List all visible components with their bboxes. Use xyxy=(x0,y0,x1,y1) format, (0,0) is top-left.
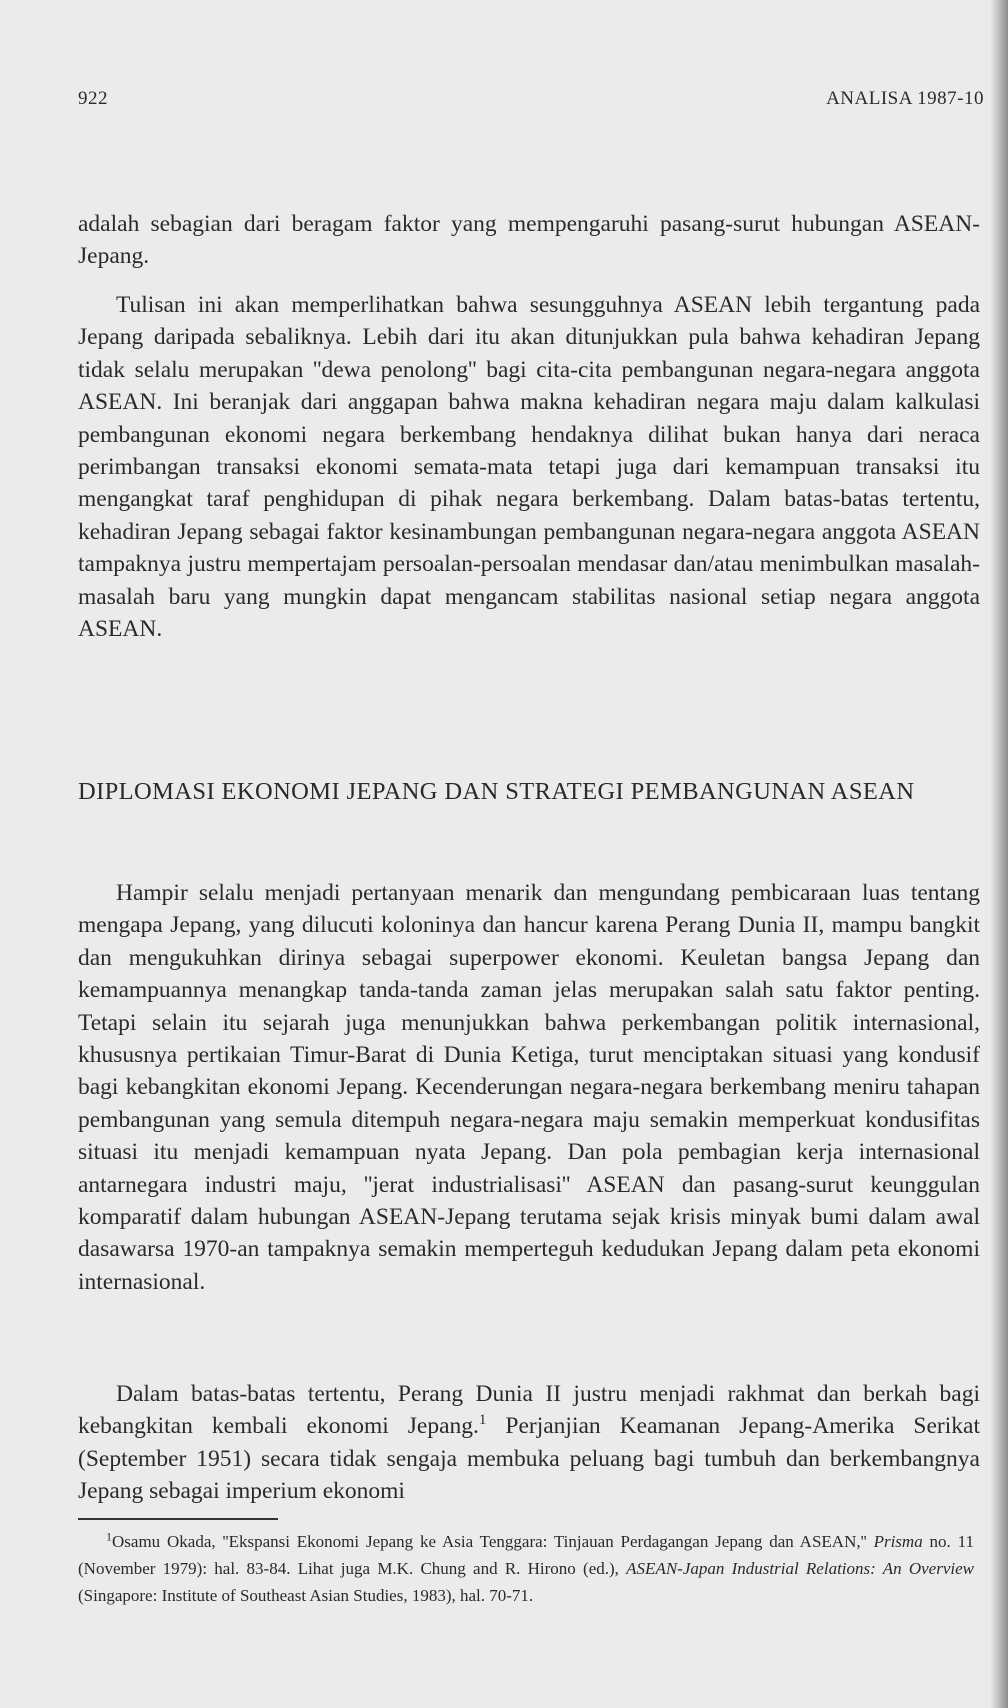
paragraph-4 xyxy=(78,1378,980,1508)
footnote-text-b: no. 11 (November 1979): hal. 83-84. Lihat juga M.K. Chung and R. Hirono (ed.), xyxy=(78,1532,974,1578)
paragraph-1: adalah sebagian dari beragam faktor yang mempengaruhi pasang-surut hubungan ASEAN-Jepang. xyxy=(78,211,980,270)
footnote xyxy=(78,1528,974,1609)
footnote-text-a: Osamu Okada, ''Ekspansi Ekonomi Jepang ke Asia Tenggara: Tinjauan Perdagangan Jepang dan ASEAN,'' xyxy=(112,1532,874,1551)
footnote-title-prisma: Prisma xyxy=(873,1532,923,1551)
paragraph-4-text-b: Perjanjian Keamanan Jepang-Amerika Serikat (September 1951) secara tidak sengaja membuka peluang bagi tumbuh dan berkembangnya Jepang sebagai imperium ekonomi xyxy=(78,1413,980,1505)
page-number: 922 xyxy=(78,88,108,109)
footnote-text-c: (Singapore: Institute of Southeast Asian Studies, 1983), hal. 70-71. xyxy=(78,1586,534,1605)
footnote-reference: 1 xyxy=(478,1412,487,1429)
footnote-divider xyxy=(78,1518,278,1520)
running-header xyxy=(78,88,984,116)
section-heading: DIPLOMASI EKONOMI JEPANG DAN STRATEGI PEMBANGUNAN ASEAN xyxy=(78,778,915,805)
journal-name: ANALISA 1987-10 xyxy=(826,88,984,109)
paragraph-3: Hampir selalu menjadi pertanyaan menarik dan mengundang pembicaraan luas tentang mengapa Jepang, yang dilucuti koloninya dan hancur karena Perang Dunia II, mampu bangkit dan mengukuhkan dirinya sebagai superpower ekonomi. Keuletan bangsa Jepang dan kemampuannya menangkap tanda-tanda zaman jelas merupakan salah satu faktor penting. Tetapi selain itu sejarah juga menunjukkan bahwa perkembangan politik internasional, khususnya pertikaian Timur-Barat di Dunia Ketiga, turut menciptakan situasi yang kondusif bagi kebangkitan ekonomi Jepang. Kecenderungan negara-negara berkembang meniru tahapan pembangunan yang semula ditempuh negara-negara maju semakin memperkuat kondusifitas situasi itu menjadi kemampuan nyata Jepang. Dan pola pembagian kerja internasional antarnegara industri maju, ''jerat industrialisasi'' ASEAN dan pasang-surut keunggulan komparatif dalam hubungan ASEAN-Jepang terutama sejak krisis minyak bumi dalam awal dasawarsa 1970-an tampaknya semakin memperteguh kedudukan Jepang dalam peta ekonomi internasional. xyxy=(78,880,980,1295)
paragraph-2: Tulisan ini akan memperlihatkan bahwa sesungguhnya ASEAN lebih tergantung pada Jepang daripada sebaliknya. Lebih dari itu akan ditunjukkan pula bahwa kehadiran Jepang tidak selalu merupakan ''dewa penolong'' bagi cita-cita pembangunan negara-negara anggota ASEAN. Ini beranjak dari anggapan bahwa makna kehadiran negara maju dalam kalkulasi pembangunan ekonomi negara berkembang hendaknya dilihat bukan hanya dari neraca perimbangan transaksi ekonomi semata-mata tetapi juga dari kemampuan transaksi itu mengangkat taraf penghidupan di pihak negara berkembang. Dalam batas-batas tertentu, kehadiran Jepang sebagai faktor kesinambungan pembangunan negara-negara anggota ASEAN tampaknya justru mempertajam persoalan-persoalan mendasar dan/atau menimbulkan masalah-masalah baru yang mungkin dapat mengancam stabilitas nasional setiap negara anggota ASEAN. xyxy=(78,292,980,643)
paragraph-4-text-a: Dalam batas-batas tertentu, Perang Dunia II justru menjadi rakhmat dan berkah bagi kebangkitan kembali ekonomi Jepang. xyxy=(78,1381,980,1440)
footnote-mark: 1 xyxy=(106,1529,112,1544)
footnote-title-book: ASEAN-Japan Industrial Relations: An Overview xyxy=(626,1559,974,1578)
page-edge-shadow xyxy=(990,0,1008,1708)
